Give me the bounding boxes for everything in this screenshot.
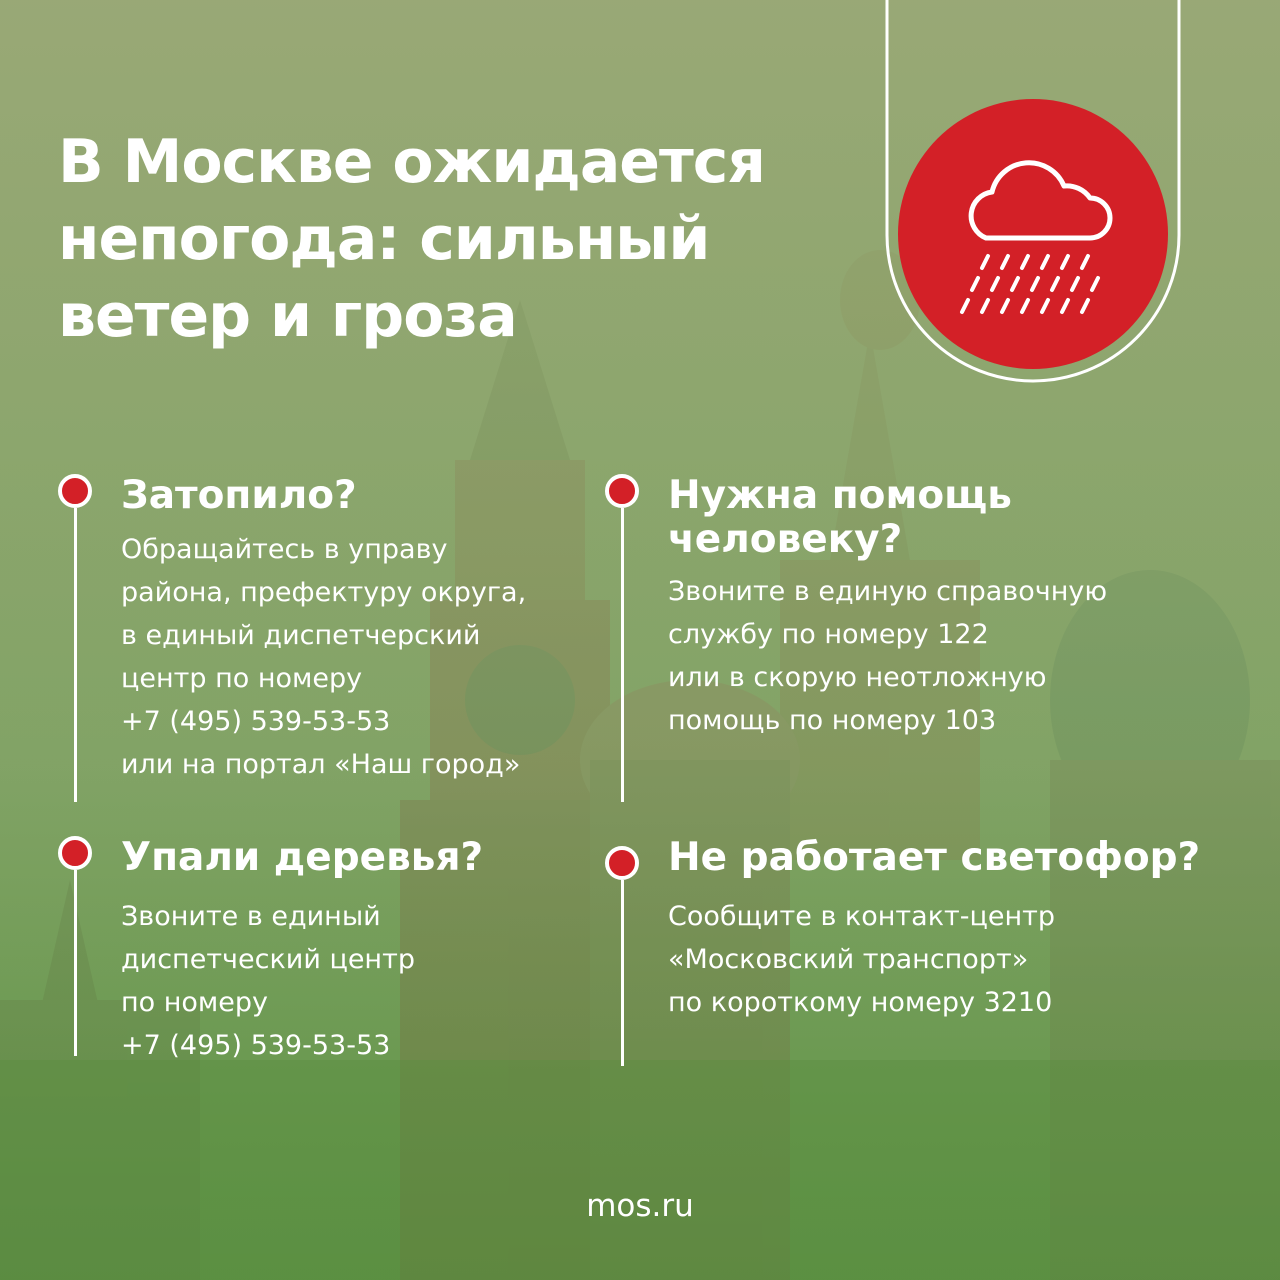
text-line: центр по номеру xyxy=(121,663,363,694)
block-text xyxy=(121,895,415,1067)
text-line: Обращайтесь в управу xyxy=(121,534,448,565)
weather-badge xyxy=(884,0,1182,386)
text-line: «Московский транспорт» xyxy=(668,944,1029,975)
text-line: Сообщите в контакт-центр xyxy=(668,901,1055,932)
text-line: помощь по номеру 103 xyxy=(668,705,997,736)
footer-site-link[interactable]: mos.ru xyxy=(586,1188,694,1224)
block-heading xyxy=(668,836,1200,880)
bullet-dot xyxy=(58,474,92,508)
text-line: или на портал «Наш город» xyxy=(121,749,521,780)
bullet-dot xyxy=(605,846,639,880)
heading-line: Затопило? xyxy=(121,473,357,518)
block-text xyxy=(668,570,1107,742)
text-line: или в скорую неотложную xyxy=(668,662,1047,693)
heading-line: Упали деревья? xyxy=(121,835,484,880)
block-text xyxy=(668,895,1055,1024)
text-line: района, префектуру округа, xyxy=(121,577,527,608)
text-line: по номеру xyxy=(121,987,269,1018)
heading-line: Не работает светофор? xyxy=(668,835,1201,880)
block-heading xyxy=(121,474,357,518)
page-title xyxy=(58,124,838,355)
timeline-line xyxy=(74,508,77,802)
text-line: по короткому номеру 3210 xyxy=(668,987,1053,1018)
bullet-dot xyxy=(605,474,639,508)
heading-line: человеку? xyxy=(668,517,903,562)
cloud-rain-icon xyxy=(884,0,1182,386)
text-line: в единый диспетчерский xyxy=(121,620,481,651)
title-line: непогода: сильный xyxy=(58,204,710,274)
text-line: +7 (495) 539-53-53 xyxy=(121,706,391,737)
bullet-dot xyxy=(58,836,92,870)
text-line: Звоните в единый xyxy=(121,901,381,932)
title-line: ветер и гроза xyxy=(58,281,517,351)
text-line: +7 (495) 539-53-53 xyxy=(121,1030,391,1061)
block-text xyxy=(121,528,526,786)
timeline-line xyxy=(621,508,624,802)
timeline-line xyxy=(621,880,624,1066)
text-line: Звоните в единую справочную xyxy=(668,576,1108,607)
block-heading xyxy=(668,474,1012,562)
text-line: службу по номеру 122 xyxy=(668,619,989,650)
title-line: В Москве ожидается xyxy=(58,127,765,197)
text-line: диспетческий центр xyxy=(121,944,415,975)
heading-line: Нужна помощь xyxy=(668,473,1012,518)
block-heading xyxy=(121,836,483,880)
timeline-line xyxy=(74,870,77,1056)
